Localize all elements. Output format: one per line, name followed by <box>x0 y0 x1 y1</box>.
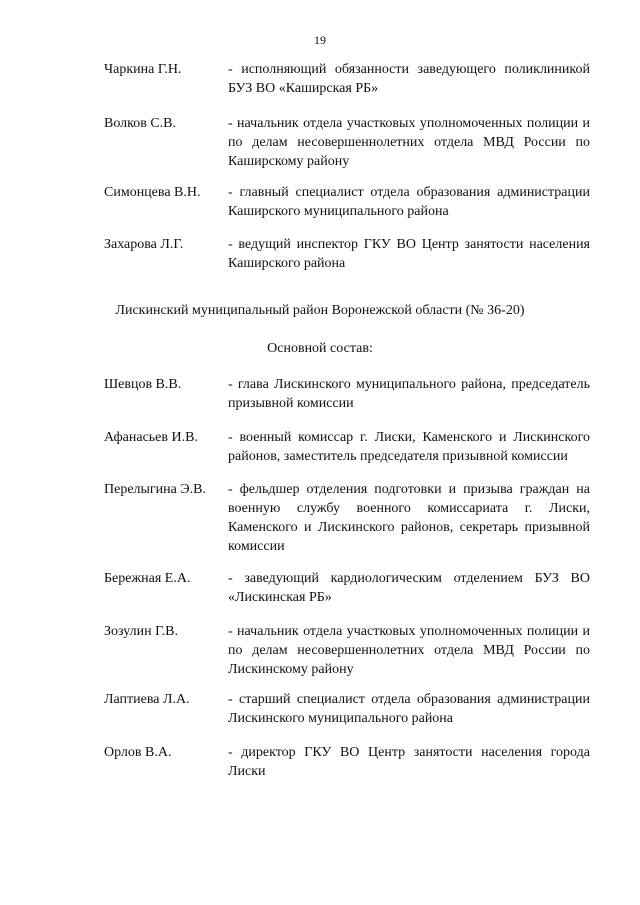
member-name: Перелыгина Э.В. <box>104 482 206 497</box>
member-name: Афанасьев И.В. <box>104 430 198 445</box>
section-title: Лискинский муниципальный район Воронежской области (№ 36-20) <box>115 303 525 318</box>
member-role: - старший специалист отдела образования администрации Лискинского муниципального района <box>228 692 590 726</box>
member-entry <box>104 428 590 466</box>
member-role: - исполняющий обязанности заведующего поликлиникой БУЗ ВО «Каширская РБ» <box>228 62 590 96</box>
member-role: - главный специалист отдела образования администрации Каширского муниципального района <box>228 185 590 219</box>
member-name: Волков С.В. <box>104 116 177 131</box>
member-role: - заведующий кардиологическим отделением БУЗ ВО «Лискинская РБ» <box>228 571 590 605</box>
member-entry <box>104 235 590 273</box>
member-name: Симонцева В.Н. <box>104 185 201 200</box>
member-role: - глава Лискинского муниципального района, председатель призывной комиссии <box>228 377 590 411</box>
member-name: Чаркина Г.Н. <box>104 62 182 77</box>
subsection-title: Основной состав: <box>267 341 373 356</box>
member-name: Зозулин Г.В. <box>104 624 178 639</box>
member-role: - ведущий инспектор ГКУ ВО Центр занятости населения Каширского района <box>228 237 590 271</box>
member-entry <box>104 60 590 98</box>
member-entry <box>104 480 590 556</box>
member-role: - директор ГКУ ВО Центр занятости населения города Лиски <box>228 745 590 779</box>
member-name: Захарова Л.Г. <box>104 237 184 252</box>
member-name: Бережная Е.А. <box>104 571 191 586</box>
member-role: - начальник отдела участковых уполномоченных полиции и по делам несовершеннолетних отдела МВД России по Каширскому району <box>228 116 590 169</box>
member-entry <box>104 690 590 728</box>
member-role: - военный комиссар г. Лиски, Каменского и Лискинского районов, заместитель председателя призывной комиссии <box>228 430 590 464</box>
member-entry <box>104 622 590 679</box>
member-entry <box>104 375 590 413</box>
member-name: Шевцов В.В. <box>104 377 182 392</box>
member-entry <box>104 114 590 171</box>
member-role: - фельдшер отделения подготовки и призыва граждан на военную службу военного комиссариата г. Лиски, Каменского и Лискинского районов, секретарь призывной комиссии <box>228 482 590 554</box>
page-number: 19 <box>314 33 326 47</box>
member-role: - начальник отдела участковых уполномоченных полиции и по делам несовершеннолетних отдела МВД России по Лискинскому району <box>228 624 590 677</box>
member-name: Орлов В.А. <box>104 745 172 760</box>
member-name: Лаптиева Л.А. <box>104 692 190 707</box>
member-entry <box>104 743 590 781</box>
member-entry <box>104 183 590 221</box>
member-entry <box>104 569 590 607</box>
